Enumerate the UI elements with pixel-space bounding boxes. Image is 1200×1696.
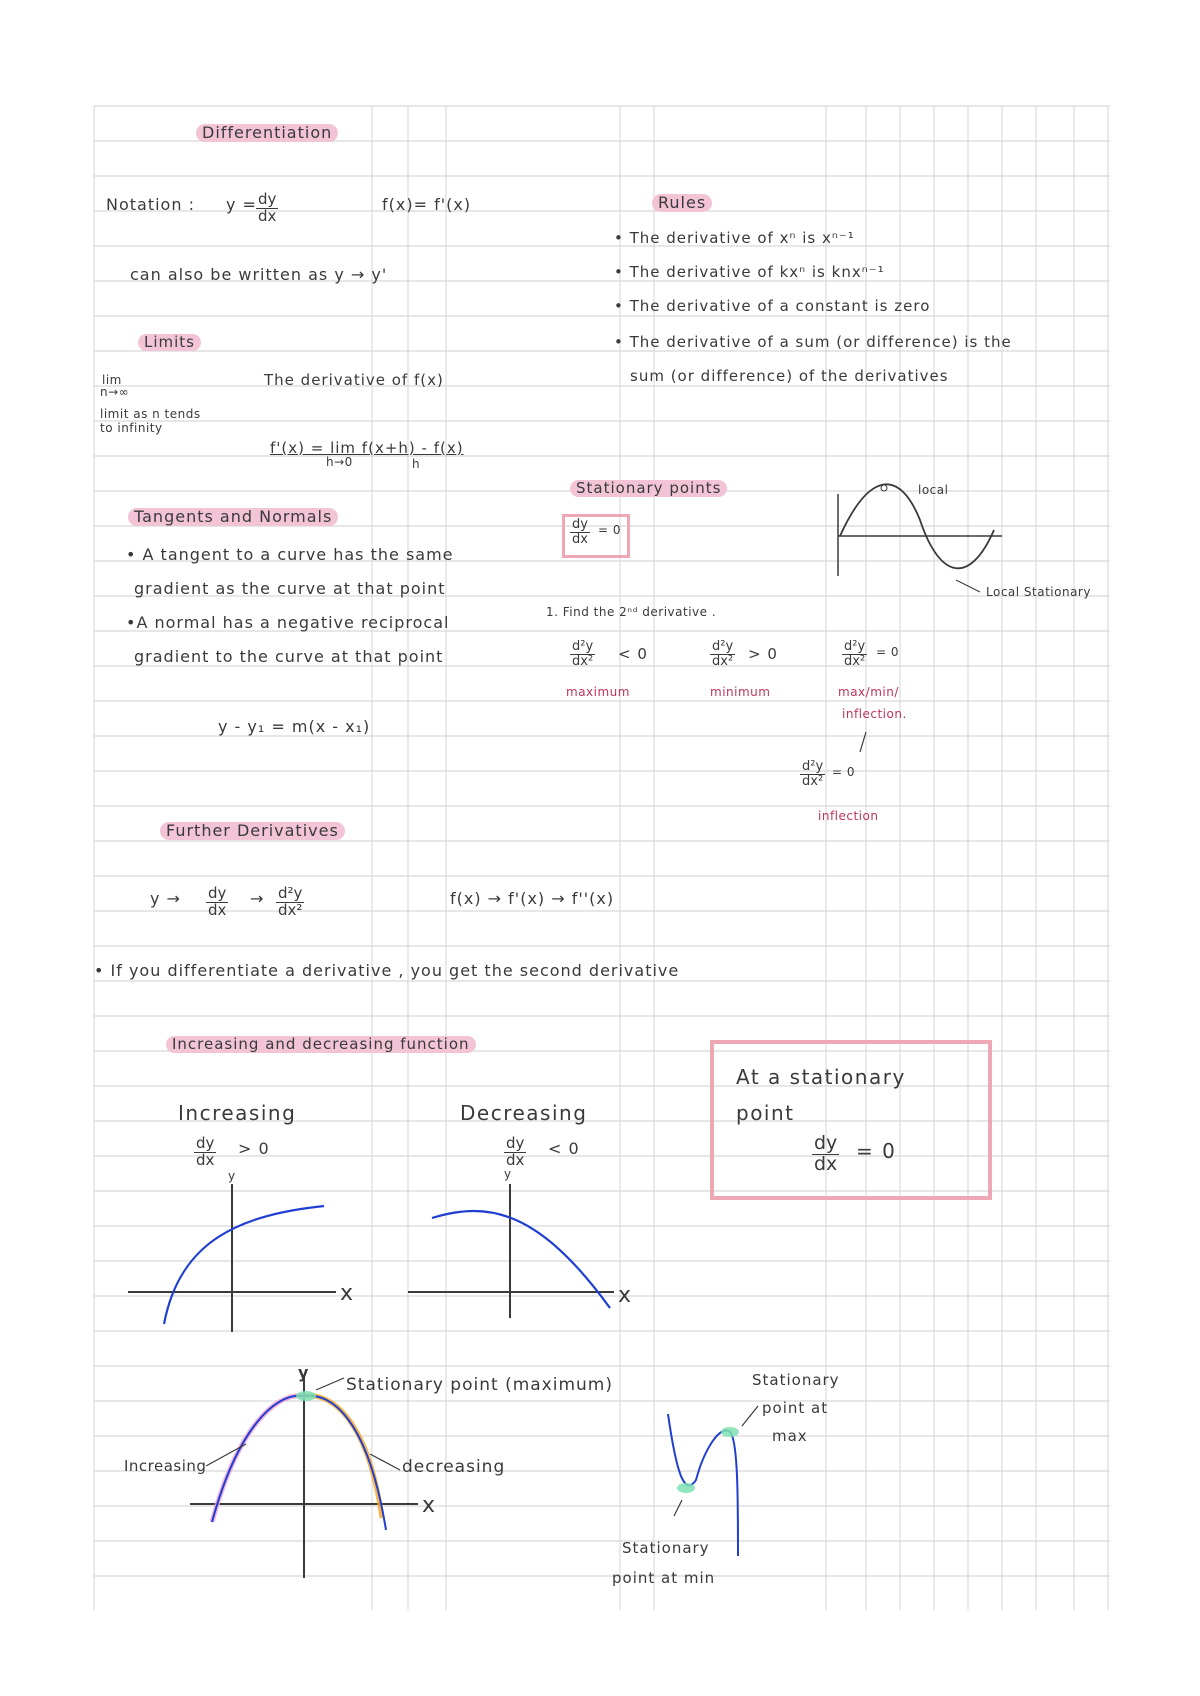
case-min-dx2: dx²: [712, 653, 734, 669]
decreasing-sign: < 0: [548, 1139, 580, 1158]
parabola-x-axis-label: x: [422, 1493, 436, 1518]
stationary-sine-sketch: [838, 484, 1002, 592]
decreasing-dx: dx: [506, 1150, 525, 1169]
inflection-equals-zero: = 0: [832, 765, 856, 779]
box-equals-zero: = 0: [856, 1139, 897, 1163]
sp-min-line-2: point at min: [612, 1569, 716, 1587]
decreasing-x-axis-label: x: [618, 1283, 632, 1308]
further-f-chain: f(x) → f'(x) → f''(x): [450, 889, 615, 908]
further-d2y: d²y: [278, 884, 303, 902]
further-dx: dx: [208, 900, 227, 919]
rule-4-continued: sum (or difference) of the derivatives: [630, 367, 949, 385]
box-line-2: point: [736, 1101, 795, 1125]
local-max-label: local: [918, 483, 949, 497]
increasing-label: Increasing: [124, 1457, 207, 1475]
limits-h: h: [412, 457, 421, 471]
further-arrow: →: [250, 889, 265, 908]
stationary-heading: Stationary points: [570, 480, 727, 497]
case-max-result: maximum: [566, 685, 630, 699]
further-dx2: dx²: [278, 900, 303, 919]
inflection-arrow: [860, 732, 866, 752]
increasing-y-axis-label: y: [228, 1169, 236, 1183]
stationary-step: 1. Find the 2ⁿᵈ derivative .: [546, 605, 717, 619]
case-zero-result: max/min/: [838, 685, 899, 699]
increasing-heading: Increasing: [178, 1101, 297, 1125]
inflection-dx2: dx²: [802, 773, 824, 789]
box-dy: dy: [814, 1132, 838, 1154]
tangents-line-1: • A tangent to a curve has the same: [126, 545, 454, 564]
decreasing-heading: Decreasing: [460, 1101, 588, 1125]
decreasing-dy: dy: [506, 1134, 525, 1152]
incdec-heading: Increasing and decreasing function: [166, 1036, 476, 1053]
parabola-y-axis-label: y: [298, 1363, 309, 1382]
case-min-d2y: d²y: [712, 639, 734, 654]
box-dx: dx: [814, 1152, 838, 1175]
limits-heading: Limits: [138, 334, 201, 351]
page-title: Differentiation: [196, 124, 338, 142]
local-stationary-label: Local Stationary: [986, 585, 1091, 599]
rule-3: • The derivative of a constant is zero: [614, 297, 931, 315]
notation-also-written: can also be written as y → y': [130, 265, 388, 284]
decreasing-graph: [408, 1167, 631, 1318]
stationary-dy: dy: [572, 517, 588, 532]
further-statement: • If you differentiate a derivative , you get the second derivative: [94, 961, 680, 980]
further-y-arrow: y →: [150, 889, 181, 908]
increasing-sign: > 0: [238, 1139, 270, 1158]
limits-n-to-inf: n→∞: [100, 385, 130, 399]
sp-min-line-1: Stationary: [622, 1539, 710, 1557]
increasing-graph: [128, 1169, 353, 1332]
limits-note-line1: limit as n tends: [100, 407, 201, 421]
inflection-d2y: d²y: [802, 759, 824, 774]
notation-y: y =: [226, 195, 257, 214]
cubic-graph: [668, 1406, 758, 1556]
case-max-dx2: dx²: [572, 653, 594, 669]
stationary-max-label: Stationary point (maximum): [346, 1375, 613, 1395]
further-heading: Further Derivatives: [160, 822, 345, 840]
notation-dx: dx: [258, 206, 277, 225]
rules-heading: Rules: [652, 194, 712, 212]
tangents-heading: Tangents and Normals: [128, 508, 338, 526]
limits-note-line2: to infinity: [100, 421, 163, 435]
notation-dy: dy: [258, 190, 277, 208]
box-line-1: At a stationary: [736, 1065, 906, 1089]
limits-derivative-of: The derivative of f(x): [264, 371, 444, 389]
case-max-sign: < 0: [618, 645, 648, 663]
case-min-sign: > 0: [748, 645, 778, 663]
case-zero-inflection: inflection.: [842, 707, 907, 721]
decreasing-y-axis-label: y: [504, 1167, 512, 1181]
rule-4: • The derivative of a sum (or difference) is the: [614, 333, 1012, 351]
increasing-dy: dy: [196, 1134, 215, 1152]
tangent-equation: y - y₁ = m(x - x₁): [218, 717, 371, 736]
tangents-line-4: gradient to the curve at that point: [134, 647, 444, 666]
tangents-line-2: gradient as the curve at that point: [134, 579, 446, 598]
sp-max-line-2: point at: [762, 1399, 829, 1417]
limits-formula: f'(x) = lim f(x+h) - f(x): [270, 439, 464, 457]
rule-2: • The derivative of kxⁿ is knxⁿ⁻¹: [614, 263, 885, 281]
case-max-d2y: d²y: [572, 639, 594, 654]
case-zero-d2y: d²y: [844, 639, 866, 654]
limits-lim: lim: [102, 373, 122, 387]
increasing-x-axis-label: x: [340, 1281, 354, 1306]
case-zero-sign: = 0: [876, 645, 900, 659]
notation-label: Notation :: [106, 195, 195, 214]
decreasing-label: decreasing: [402, 1457, 506, 1477]
limits-h-to-0: h→0: [326, 455, 353, 469]
parabola-graph: [190, 1363, 435, 1578]
case-zero-dx2: dx²: [844, 653, 866, 669]
sp-max-line-3: max: [772, 1427, 808, 1445]
notation-fprime: f(x)= f'(x): [382, 195, 472, 214]
rule-1: • The derivative of xⁿ is xⁿ⁻¹: [614, 229, 855, 247]
tangents-line-3: •A normal has a negative reciprocal: [126, 613, 450, 632]
stationary-equals-zero: = 0: [598, 523, 622, 537]
further-dy: dy: [208, 884, 227, 902]
inflection-label: inflection: [818, 809, 879, 823]
case-min-result: minimum: [710, 685, 771, 699]
stationary-dx: dx: [572, 531, 588, 547]
sp-max-line-1: Stationary: [752, 1371, 840, 1389]
increasing-dx: dx: [196, 1150, 215, 1169]
